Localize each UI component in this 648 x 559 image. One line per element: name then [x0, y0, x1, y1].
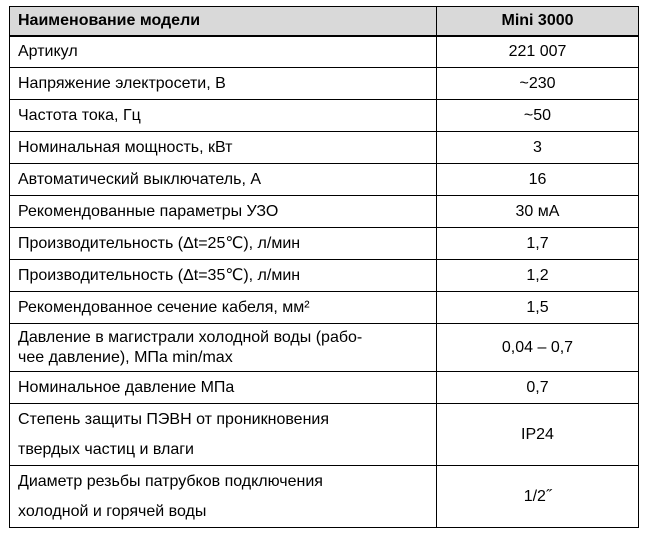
- table-row: [10, 324, 639, 372]
- value-cell: 30 мА: [437, 196, 639, 228]
- value-cell: 16: [437, 164, 639, 196]
- table-row: [10, 100, 639, 132]
- param-cell: Номинальное давление МПа: [10, 372, 437, 404]
- table-row: [10, 292, 639, 324]
- value-cell: 1/2˝: [437, 466, 639, 528]
- param-cell: [10, 466, 437, 528]
- param-line: Давление в магистрали холодной воды (рабо-: [18, 328, 363, 346]
- param-cell: [10, 324, 437, 372]
- param-line: холодной и горячей воды: [18, 502, 207, 520]
- value-cell: 3: [437, 132, 639, 164]
- param-cell: Номинальная мощность, кВт: [10, 132, 437, 164]
- param-cell: Производительность (Δt=25℃), л/мин: [10, 228, 437, 260]
- table-row: [10, 164, 639, 196]
- table-row: [10, 68, 639, 100]
- value-cell: 1,7: [437, 228, 639, 260]
- value-cell: 0,7: [437, 372, 639, 404]
- table-header-row: [10, 7, 639, 36]
- table-row: [10, 36, 639, 68]
- value-cell: 1,5: [437, 292, 639, 324]
- header-model-cell: Mini 3000: [437, 7, 639, 36]
- value-cell: 1,2: [437, 260, 639, 292]
- table-row: [10, 260, 639, 292]
- param-cell: Напряжение электросети, В: [10, 68, 437, 100]
- param-line: Диаметр резьбы патрубков подключения: [18, 472, 323, 490]
- table-row: [10, 196, 639, 228]
- table-row: [10, 466, 639, 528]
- param-line: чее давление), МПа min/max: [18, 348, 233, 366]
- param-cell: Артикул: [10, 36, 437, 68]
- param-cell: Рекомендованное сечение кабеля, мм²: [10, 292, 437, 324]
- param-cell: Частота тока, Гц: [10, 100, 437, 132]
- value-cell: ~50: [437, 100, 639, 132]
- header-param-cell: Наименование модели: [10, 7, 437, 36]
- param-cell: Производительность (Δt=35℃), л/мин: [10, 260, 437, 292]
- param-line: Степень защиты ПЭВН от проникновения: [18, 410, 330, 428]
- table-row: [10, 132, 639, 164]
- table-row: [10, 372, 639, 404]
- table-row: [10, 404, 639, 466]
- param-line: твердых частиц и влаги: [18, 440, 194, 458]
- param-cell: Рекомендованные параметры УЗО: [10, 196, 437, 228]
- value-cell: ~230: [437, 68, 639, 100]
- spec-table: [9, 6, 639, 528]
- value-cell: 221 007: [437, 36, 639, 68]
- param-cell: [10, 404, 437, 466]
- table-row: [10, 228, 639, 260]
- param-cell: Автоматический выключатель, А: [10, 164, 437, 196]
- value-cell: IP24: [437, 404, 639, 466]
- value-cell: 0,04 – 0,7: [437, 324, 639, 372]
